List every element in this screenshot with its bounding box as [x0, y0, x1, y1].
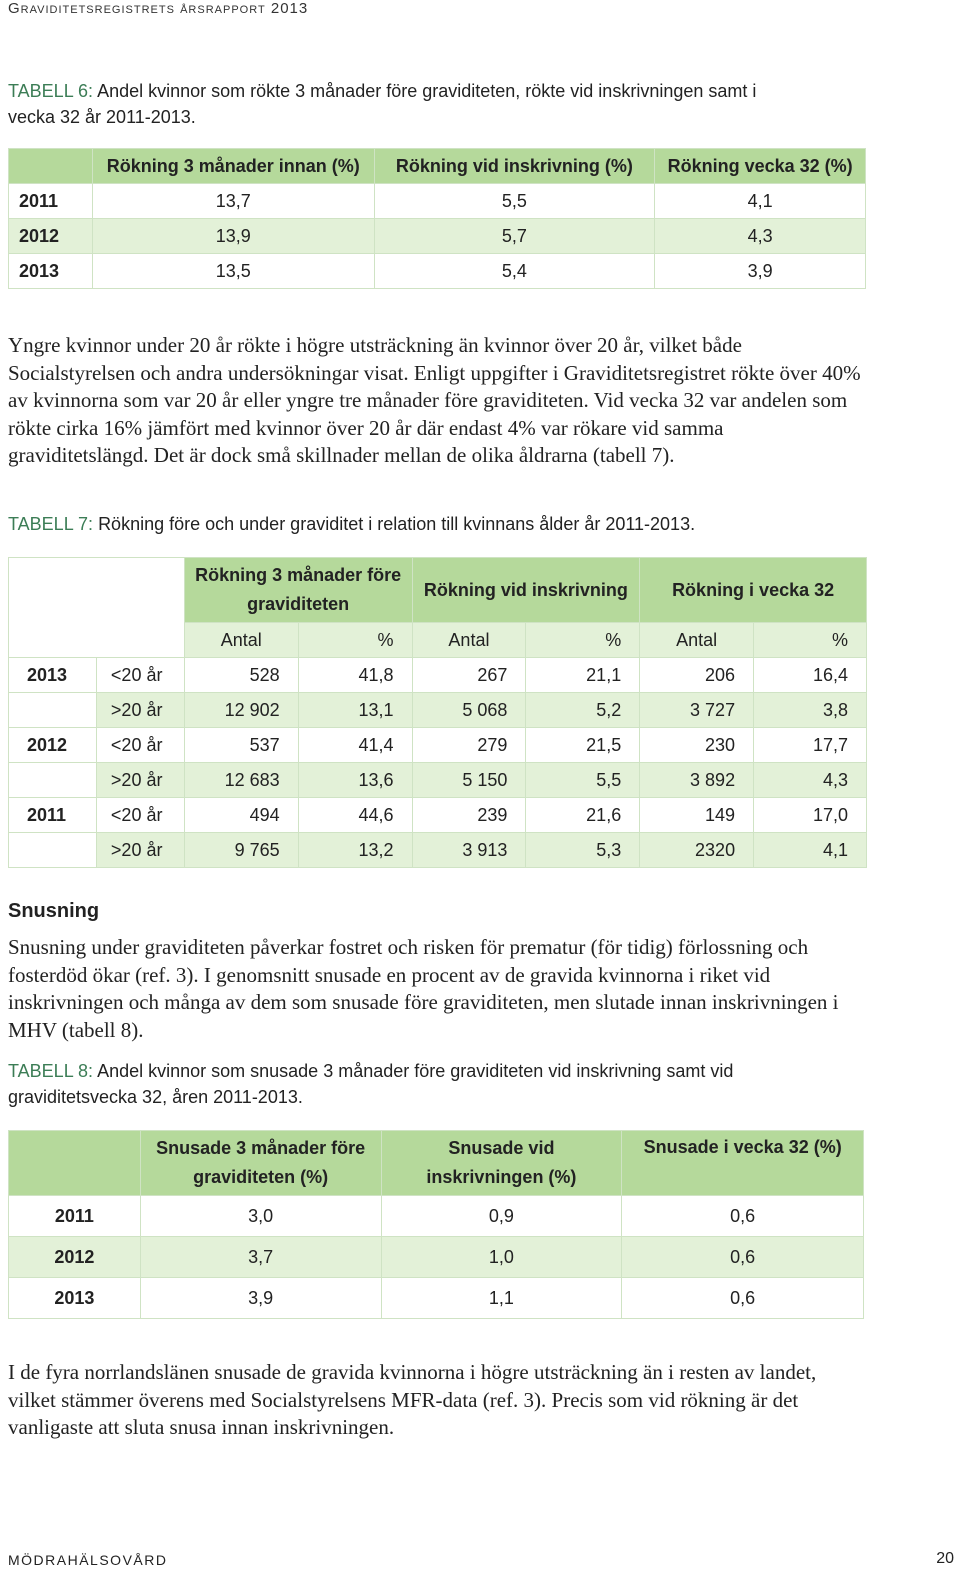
row-year: 2011 — [9, 184, 93, 219]
table-cell: 13,7 — [92, 184, 374, 219]
table-cell: 2320 — [640, 833, 754, 868]
table7-label: TABELL 7: — [8, 514, 94, 534]
table-cell: 3,9 — [655, 254, 866, 289]
table6-header: Rökning vecka 32 (%) — [655, 149, 866, 184]
table-cell: 3,0 — [140, 1196, 381, 1237]
table-row — [9, 763, 867, 798]
subheader-pct: % — [526, 623, 640, 658]
row-year: 2011 — [9, 798, 97, 833]
table-cell: 4,3 — [754, 763, 867, 798]
table-row — [9, 798, 867, 833]
table-cell: 267 — [412, 658, 526, 693]
table6-header: Rökning vid inskrivning (%) — [374, 149, 655, 184]
table-cell: 4,1 — [754, 833, 867, 868]
row-age: <20 år — [96, 798, 184, 833]
table-cell: 3,9 — [140, 1278, 381, 1319]
table-row — [9, 658, 867, 693]
table-cell: 3 913 — [412, 833, 526, 868]
table-row — [9, 833, 867, 868]
table-cell: 5,5 — [526, 763, 640, 798]
table-row — [9, 1196, 864, 1237]
table-row — [9, 219, 866, 254]
table-cell: 0,6 — [622, 1196, 864, 1237]
subheader-antal: Antal — [640, 623, 754, 658]
row-age: >20 år — [96, 763, 184, 798]
table-row — [9, 184, 866, 219]
table-cell: 0,9 — [381, 1196, 622, 1237]
table8-corner — [9, 1131, 141, 1196]
table6 — [8, 148, 866, 289]
table-cell: 5 150 — [412, 763, 526, 798]
row-year — [9, 763, 97, 798]
table8-caption — [8, 1058, 908, 1110]
table-row — [9, 1278, 864, 1319]
subheader-antal: Antal — [184, 623, 298, 658]
row-year: 2013 — [9, 1278, 141, 1319]
table-cell: 12 902 — [184, 693, 298, 728]
table-cell: 13,9 — [92, 219, 374, 254]
table-cell: 0,6 — [622, 1237, 864, 1278]
table7-group-header: Rökning vid inskrivning — [412, 558, 640, 623]
table7-caption — [8, 511, 908, 537]
table-cell: 5 068 — [412, 693, 526, 728]
table7 — [8, 557, 867, 868]
table-cell: 5,5 — [374, 184, 655, 219]
table-cell: 5,7 — [374, 219, 655, 254]
row-year: 2011 — [9, 1196, 141, 1237]
table-cell: 5,2 — [526, 693, 640, 728]
table6-caption-line1: Andel kvinnor som rökte 3 månader före graviditeten, rökte vid inskrivningen samt i — [97, 81, 757, 101]
table6-caption — [8, 78, 908, 130]
table6-caption-line2: vecka 32 år 2011-2013. — [8, 107, 196, 127]
table6-label: TABELL 6: — [8, 81, 94, 101]
section-heading-snusning: Snusning — [8, 900, 100, 922]
table-cell: 13,6 — [298, 763, 412, 798]
table-cell: 279 — [412, 728, 526, 763]
table-cell: 21,5 — [526, 728, 640, 763]
row-year: 2013 — [9, 658, 97, 693]
table-cell: 149 — [640, 798, 754, 833]
table-cell: 537 — [184, 728, 298, 763]
table8-header: Snusade 3 månader före graviditeten (%) — [140, 1131, 381, 1196]
subheader-pct: % — [298, 623, 412, 658]
table-cell: 4,3 — [655, 219, 866, 254]
row-year: 2012 — [9, 728, 97, 763]
table8-header: Snusade i vecka 32 (%) — [622, 1131, 864, 1196]
page-number: 20 — [936, 1550, 954, 1567]
row-year — [9, 833, 97, 868]
table8-caption-line1: Andel kvinnor som snusade 3 månader före graviditeten vid inskrivning samt vid — [97, 1061, 734, 1081]
table-cell: 3,8 — [754, 693, 867, 728]
table-cell: 206 — [640, 658, 754, 693]
table-row — [9, 728, 867, 763]
table-cell: 1,0 — [381, 1237, 622, 1278]
table-cell: 12 683 — [184, 763, 298, 798]
table6-header: Rökning 3 månader innan (%) — [92, 149, 374, 184]
table-cell: 230 — [640, 728, 754, 763]
table-cell: 9 765 — [184, 833, 298, 868]
row-age: >20 år — [96, 833, 184, 868]
footer-section: MÖDRAHÄLSOVÅRD — [8, 1552, 168, 1568]
table-row — [9, 693, 867, 728]
table-cell: 0,6 — [622, 1278, 864, 1319]
paragraph-snus: Snusning under graviditeten påverkar fostret och risken för prematur (för tidig) förlossning och fosterdöd ökar (ref. 3). I genomsnitt snusade en procent av de gravida kvinnorna i riket vid inskrivningen och många av dem som snusade före graviditeten, men slutade innan inskrivningen i MHV (tabell 8). — [8, 935, 839, 1042]
table-cell: 1,1 — [381, 1278, 622, 1319]
table-cell: 41,8 — [298, 658, 412, 693]
table8-header: Snusade vid inskrivningen (%) — [381, 1131, 622, 1196]
subheader-antal: Antal — [412, 623, 526, 658]
table-cell: 41,4 — [298, 728, 412, 763]
table7-caption-text: Rökning före och under graviditet i relation till kvinnans ålder år 2011-2013. — [98, 514, 696, 534]
table-cell: 13,5 — [92, 254, 374, 289]
row-age: >20 år — [96, 693, 184, 728]
paragraph-norrland: I de fyra norrlandslänen snusade de gravida kvinnorna i högre utsträckning än i resten av landet, vilket stämmer överens med Socialstyrelsens MFR-data (ref. 3). Precis som vid rökning är det vanligaste att sluta snusa innan inskrivningen. — [8, 1360, 817, 1439]
table-cell: 17,0 — [754, 798, 867, 833]
row-age: <20 år — [96, 658, 184, 693]
table-cell: 4,1 — [655, 184, 866, 219]
table-cell: 21,1 — [526, 658, 640, 693]
row-year: 2012 — [9, 1237, 141, 1278]
table-cell: 239 — [412, 798, 526, 833]
table8-caption-line2: graviditetsvecka 32, åren 2011-2013. — [8, 1087, 303, 1107]
row-year — [9, 693, 97, 728]
table-cell: 17,7 — [754, 728, 867, 763]
row-year: 2012 — [9, 219, 93, 254]
subheader-pct: % — [754, 623, 867, 658]
table-cell: 528 — [184, 658, 298, 693]
table8 — [8, 1130, 864, 1319]
table-row — [9, 1237, 864, 1278]
table-cell: 16,4 — [754, 658, 867, 693]
running-header: Graviditetsregistrets årsrapport 2013 — [8, 0, 309, 17]
table-cell: 3 727 — [640, 693, 754, 728]
row-age: <20 år — [96, 728, 184, 763]
table-cell: 3 892 — [640, 763, 754, 798]
table-cell: 3,7 — [140, 1237, 381, 1278]
table-cell: 21,6 — [526, 798, 640, 833]
table-cell: 494 — [184, 798, 298, 833]
table7-group-header: Rökning 3 månader före graviditeten — [184, 558, 412, 623]
table7-corner — [9, 558, 185, 658]
table-cell: 13,2 — [298, 833, 412, 868]
table8-label: TABELL 8: — [8, 1061, 94, 1081]
paragraph-smoking-age: Yngre kvinnor under 20 år rökte i högre utsträckning än kvinnor över 20 år, vilket både Socialstyrelsen och andra undersökningar visat. Enligt uppgifter i Graviditetsregistret rökte över 40% av kvinnorna som var 20 år eller yngre tre månader före graviditeten. Vid vecka 32 var andelen som rökte cirka 16% jämfört med kvinnor över 20 år där endast 4% var rökare vid samma graviditetslängd. Det är dock små skillnader mellan de olika åldrarna (tabell 7). — [8, 333, 861, 467]
table-cell: 44,6 — [298, 798, 412, 833]
table-cell: 5,3 — [526, 833, 640, 868]
table6-corner — [9, 149, 93, 184]
table-row — [9, 254, 866, 289]
row-year: 2013 — [9, 254, 93, 289]
table-cell: 5,4 — [374, 254, 655, 289]
table7-group-header: Rökning i vecka 32 — [640, 558, 867, 623]
table-cell: 13,1 — [298, 693, 412, 728]
